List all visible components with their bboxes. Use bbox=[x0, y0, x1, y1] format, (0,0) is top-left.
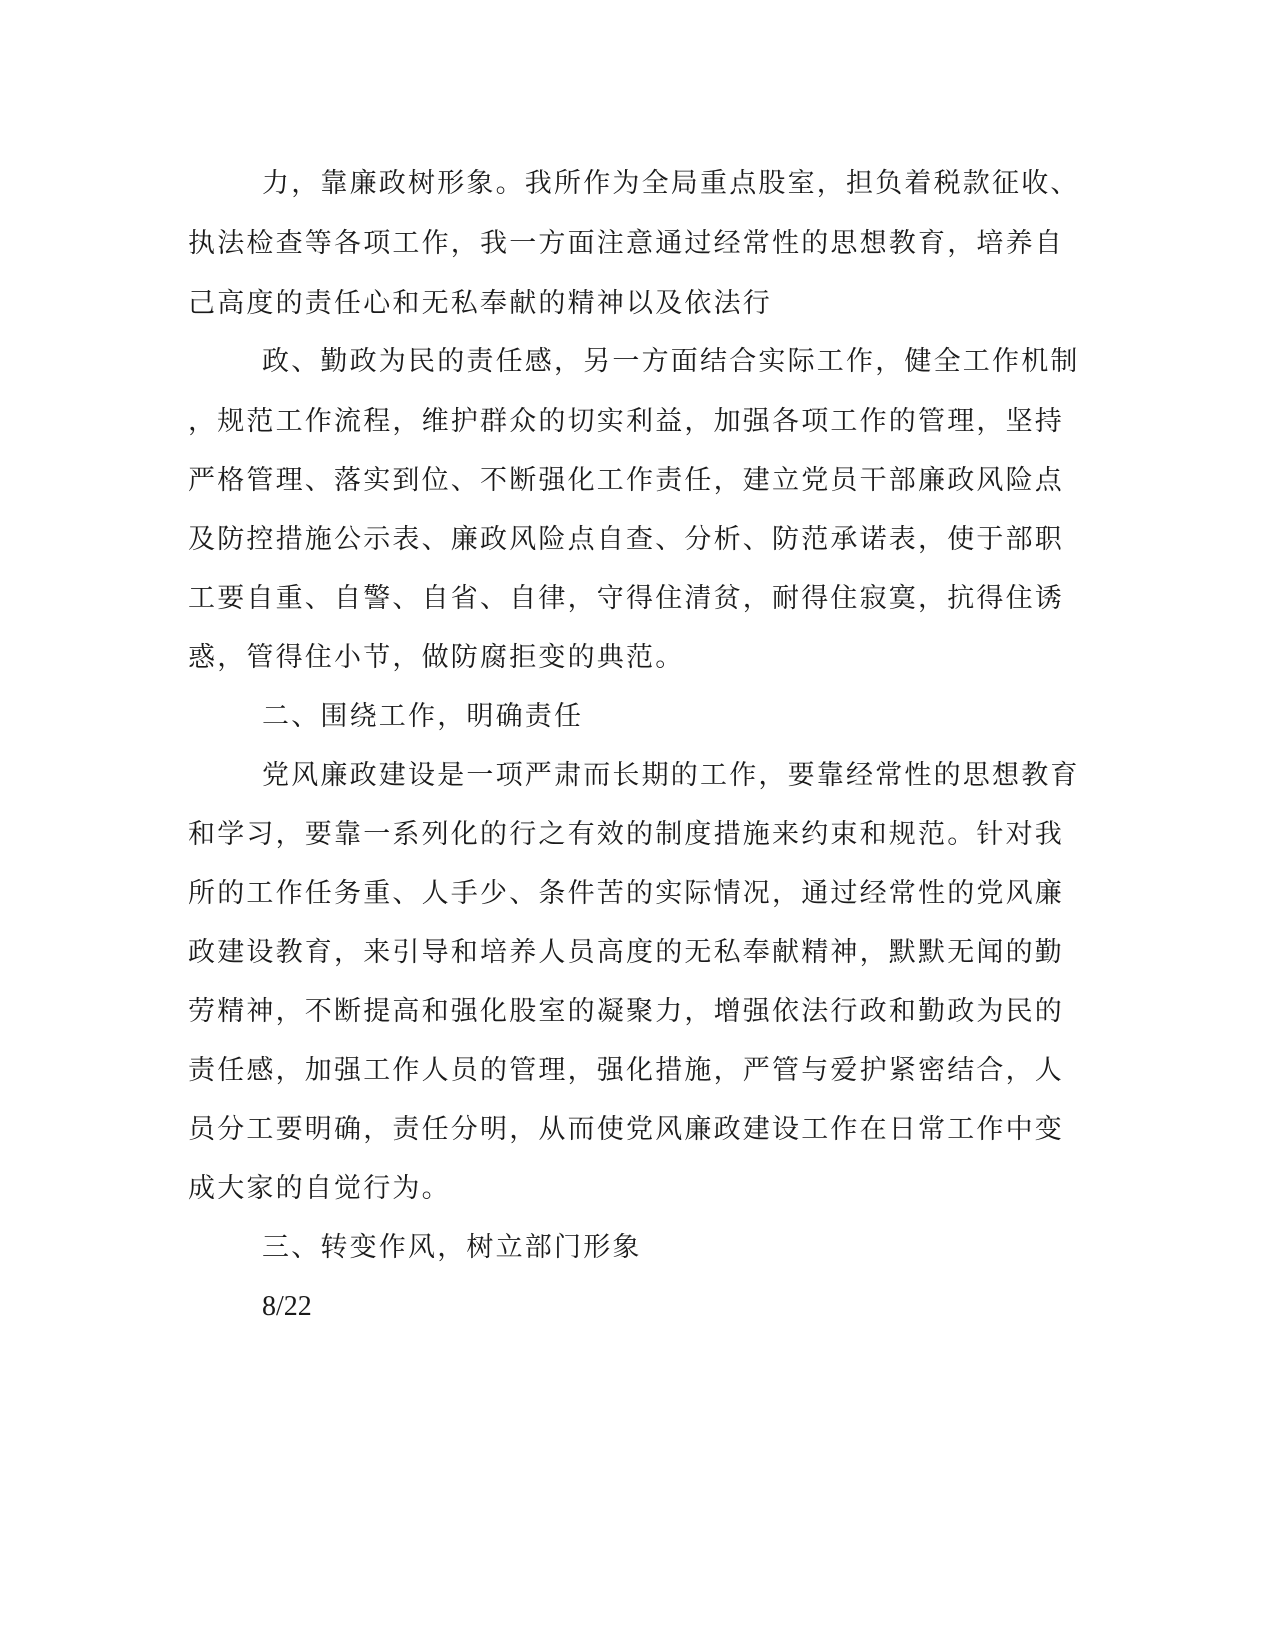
text-line-6: 严格管理、落实到位、不断强化工作责任，建立党员干部廉政风险点 bbox=[188, 465, 1064, 496]
text-line-14: 政建设教育，来引导和培养人员高度的无私奉献精神，默默无闻的勤 bbox=[188, 937, 1064, 968]
text-line-5: ，规范工作流程，维护群众的切实利益，加强各项工作的管理，坚持 bbox=[188, 406, 1064, 437]
text-line-13: 所的工作任务重、人手少、条件苦的实际情况，通过经常性的党风廉 bbox=[188, 878, 1064, 909]
text-line-12: 和学习，要靠一系列化的行之有效的制度措施来约束和规范。针对我 bbox=[188, 819, 1064, 850]
text-line-9: 惑，管得住小节，做防腐拒变的典范。 bbox=[188, 642, 685, 673]
text-line-4: 政、勤政为民的责任感，另一方面结合实际工作，健全工作机制 bbox=[262, 346, 1080, 377]
text-line-11: 党风廉政建设是一项严肃而长期的工作，要靠经常性的思想教育 bbox=[262, 760, 1080, 791]
section-heading-2: 二、围绕工作，明确责任 bbox=[262, 701, 584, 732]
text-line-1: 力，靠廉政树形象。我所作为全局重点股室，担负着税款征收、 bbox=[262, 168, 1080, 199]
text-line-7: 及防控措施公示表、廉政风险点自查、分析、防范承诺表，使于部职 bbox=[188, 524, 1064, 555]
text-line-15: 劳精神，不断提高和强化股室的凝聚力，增强依法行政和勤政为民的 bbox=[188, 996, 1064, 1027]
text-line-8: 工要自重、自警、自省、自律，守得住清贫，耐得住寂寞，抗得住诱 bbox=[188, 583, 1064, 614]
text-line-2: 执法检查等各项工作，我一方面注意通过经常性的思想教育，培养自 bbox=[188, 228, 1064, 259]
section-heading-3: 三、转变作风，树立部门形象 bbox=[262, 1232, 642, 1263]
text-line-17: 员分工要明确，责任分明，从而使党风廉政建设工作在日常工作中变 bbox=[188, 1114, 1064, 1145]
text-line-18: 成大家的自觉行为。 bbox=[188, 1173, 451, 1204]
text-line-3: 己高度的责任心和无私奉献的精神以及依法行 bbox=[188, 288, 772, 319]
page-number: 8/22 bbox=[262, 1291, 312, 1322]
text-line-16: 责任感，加强工作人员的管理，强化措施，严管与爱护紧密结合，人 bbox=[188, 1055, 1064, 1086]
